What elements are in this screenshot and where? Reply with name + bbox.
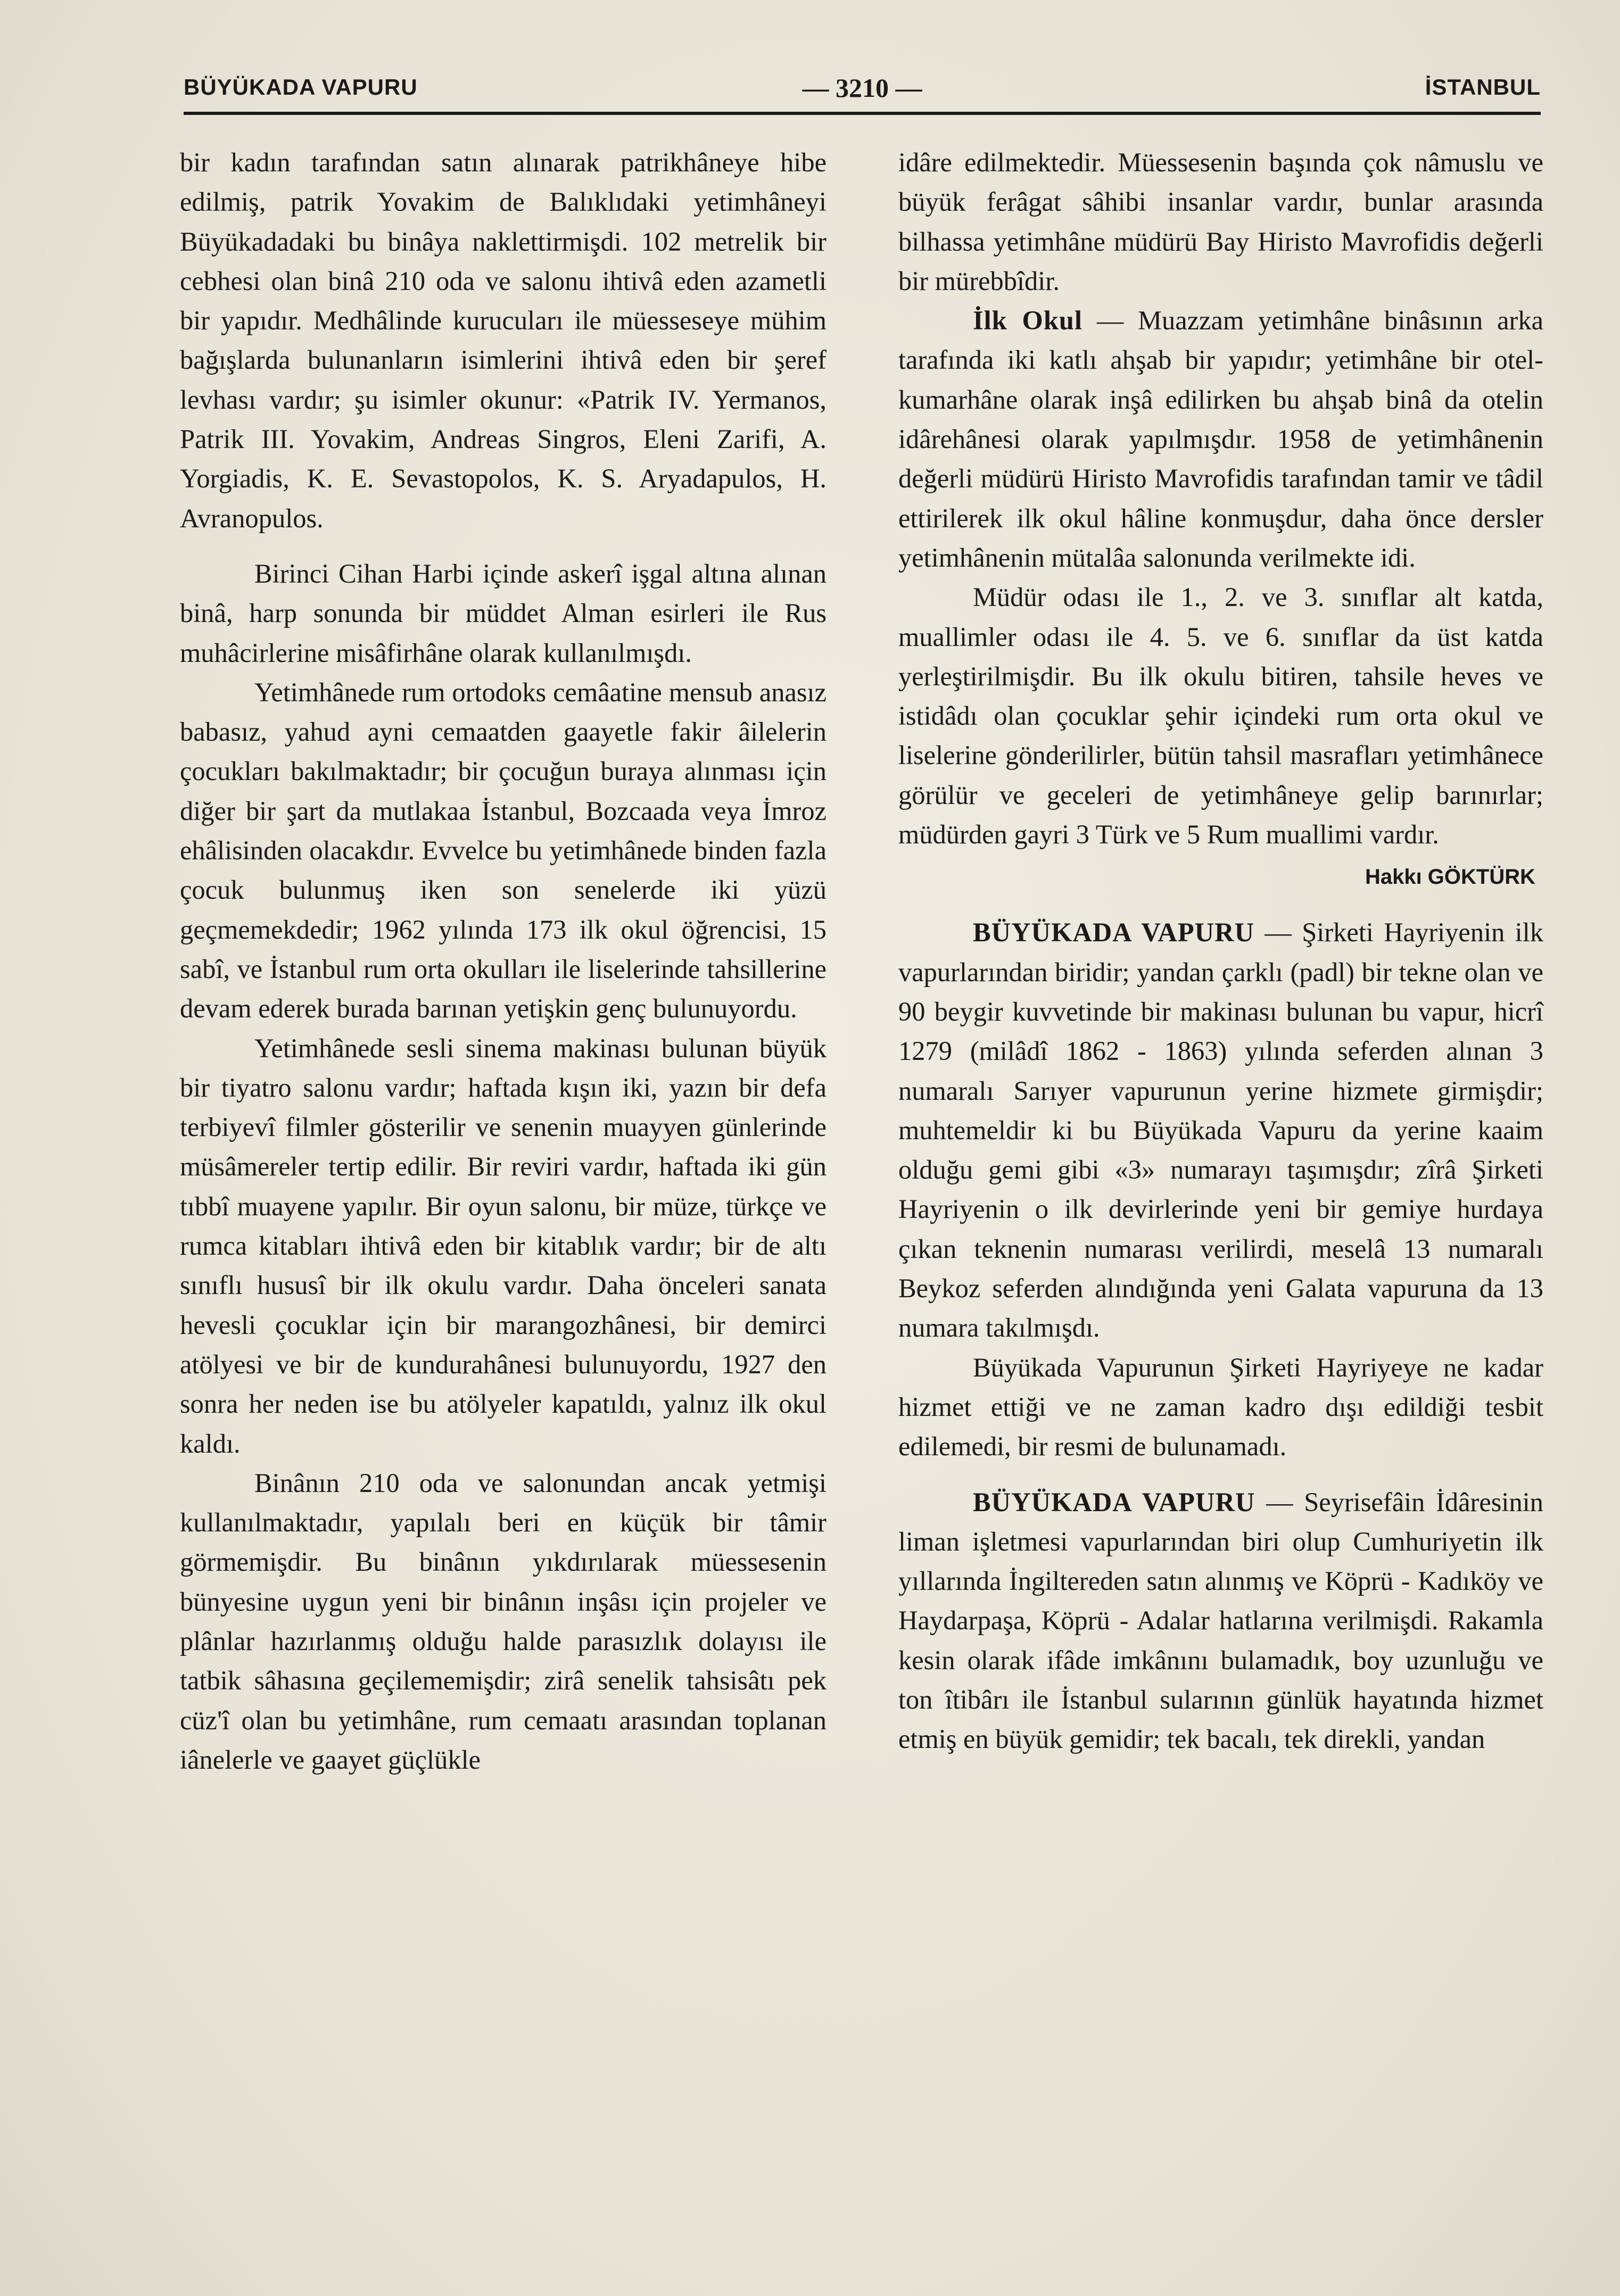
paragraph: Binânın 210 oda ve salonundan ancak yetmişi kullanılmaktadır, yapılalı beri en küçük bir tâmir görmemişdir. Bu binânın yıkdırılarak müessesenin bünyesine uygun yeni bir binânın inşâsı için projeler ve plânlar hazırlanmış olduğu halde parasızlık dolayısı ile tatbik sâhasına geçilememişdir; zirâ senelik tahsisâtı pek cüz'î olan bu yetimhâne, rum cemaatı arasından toplanan iânelerle ve gaayet güçlükle xyxy=(180,1468,826,1775)
entry-text: — Seyrisefâin İdâresinin liman işletmesi vapurlarından biri olup Cumhuriyetin ilk yıllarında İngiltereden satın alınmış ve Köprü - Kadıköy ve Haydarpaşa, Köprü - Adalar hatlarına verilmişdi. Rakamla kesin olarak ifâde imkânını bulamadık, boy uzunluğu ve ton îtibârı ile İstanbul sularının günlük hayatında hizmet etmiş en büyük gemidir; tek bacalı, tek direkli, yandan xyxy=(898,1487,1543,1754)
paragraph xyxy=(898,301,1543,577)
header-rule xyxy=(184,112,1541,115)
entry-text: — Muazzam yetimhâne binâsının arka tarafında iki katlı ahşab bir yapıdır; yetimhâne bir otel-kumarhâne olarak inşâ edilirken bu ahşab binâ da otelin idârehânesi olarak yapılmışdır. 1958 de yetimhânenin değerli müdürü Hiristo Mavrofidis tarafından tamir ve tâdil ettirilerek ilk okul hâline konmuşdur, daha önce dersler yetimhânenin mütalâa salonunda verilmekte idi. xyxy=(898,305,1543,573)
paragraph: Müdür odası ile 1., 2. ve 3. sınıflar alt katda, muallimler odası ile 4. 5. ve 6. sınıflar da üst katda yerleştirilmişdir. Bu ilk okulu bitiren, tahsile heves ve istidâdı olan çocuklar şehir içindeki rum orta okul ve liselerine gönderilirler, bütün tahsil masrafları yetimhânece görülür ve geceleri de yetimhâneye gelip barınırlar; müdürden gayri 3 Türk ve 5 Rum muallimi vardır. xyxy=(898,582,1543,850)
page-number: — 3210 — xyxy=(802,73,922,103)
paragraph xyxy=(898,913,1543,1347)
paragraph xyxy=(898,1482,1543,1759)
entry-text: — Şirketi Hayriyenin ilk vapurlarından biridir; yandan çarklı (padl) bir tekne olan ve 90 beygir kuvvetinde bir makinası bulunan bu vapur, hicrî 1279 (milâdî 1862 - 1863) yılında seferden alınan 3 numaralı Sarıyer vapurunun yerine hizmete girmişdir; muhtemeldir ki bu Büyükada Vapuru da yerine kaaim olduğu gemi gibi «3» numarayı taşımışdır; zîrâ Şirketi Hayriyenin o ilk devirlerinde yeni bir gemiye hurdaya çıkan teknenin numarası verilirdi, meselâ 13 numaralı Beykoz seferden alındığında yeni Galata vapuruna da 13 numara takılmışdı. xyxy=(898,917,1543,1343)
paragraph: Birinci Cihan Harbi içinde askerî işgal altına alınan binâ, harp sonunda bir müddet Alman esirleri ile Rus muhâcirlerine misâfirhâne olarak kullanılmışdı. xyxy=(180,558,826,668)
running-head-left: BÜYÜKADA VAPURU xyxy=(184,74,418,100)
author-signature: Hakkı GÖKTÜRK xyxy=(1365,865,1535,889)
entry-heading: BÜYÜKADA VAPURU xyxy=(973,917,1255,948)
paragraph: Yetimhânede sesli sinema makinası bulunan büyük bir tiyatro salonu vardır; haftada kışın iki, yazın bir defa terbiyevî filmler gösterilir ve senenin muayyen günlerinde müsâmereler tertip edilir. Bir reviri vardır, haftada iki gün tıbbî muayene yapılır. Bir oyun salonu, bir müze, türkçe ve rumca kitabları ihtivâ eden bir kitablık vardır; bir de altı sınıflı hususî bir ilk okulu vardır. Daha önceleri sanata hevesli çocuklar için bir marangozhânesi, bir demirci atölyesi ve bir de kundurahânesi bulunuyordu, 1927 den sonra her neden ise bu atölyeler kapatıldı, yalnız ilk okul kaldı. xyxy=(180,1033,826,1458)
running-head-right: İSTANBUL xyxy=(1425,74,1541,100)
entry-heading: İlk Okul xyxy=(973,305,1083,336)
right-column xyxy=(898,143,1543,1759)
running-head xyxy=(184,74,1541,112)
paragraph: Yetimhânede rum ortodoks cemâatine mensub anasız babasız, yahud ayni cemaatden gaayetle fakir âilelerin çocukları bakılmaktadır; bir çocuğun buraya alınması için diğer bir şart da mutlakaa İstanbul, Bozcaada veya İmroz ehâlisinden olacakdır. Evvelce bu yetimhânede binden fazla çocuk bulunmuş iken son senelerde iki yüzü geçmemekdedir; 1962 yılında 173 ilk okul öğrencisi, 15 sabî, ve İstanbul rum orta okulları ile liselerinde tahsillerine devam ederek burada barınan yetişkin genç bulunuyordu. xyxy=(180,677,826,1024)
paragraph: bir kadın tarafından satın alınarak patrikhâneye hibe edilmiş, patrik Yovakim de Balıklıdaki yetimhâneyi Büyükadadaki bu binâya naklettirmişdi. 102 metrelik bir cebhesi olan binâ 210 oda ve salonu ihtivâ eden azametli bir yapıdır. Medhâlinde kurucuları ile müesseseye mühim bağışlarda bulunanların isimlerini ihtivâ eden bir şeref levhası vardır; şu isimler okunur: «Patrik IV. Yermanos, Patrik III. Yovakim, Andreas Singros, Eleni Zarifi, A. Yorgiadis, K. E. Sevastopolos, K. S. Aryadapulos, H. Avranopulos. xyxy=(180,147,826,533)
left-column xyxy=(180,143,826,1779)
paragraph: idâre edilmektedir. Müessesenin başında çok nâmuslu ve büyük ferâgat sâhibi insanlar vardır, bunlar arasında bilhassa yetimhâne müdürü Bay Hiristo Mavrofidis değerli bir mürebbîdir. xyxy=(898,147,1543,296)
entry-heading: BÜYÜKADA VAPURU xyxy=(973,1487,1255,1517)
paragraph: Büyükada Vapurunun Şirketi Hayriyeye ne kadar hizmet ettiği ve ne zaman kadro dışı edildiği tesbit edilemedi, bir resmi de bulunamadı. xyxy=(898,1352,1543,1462)
